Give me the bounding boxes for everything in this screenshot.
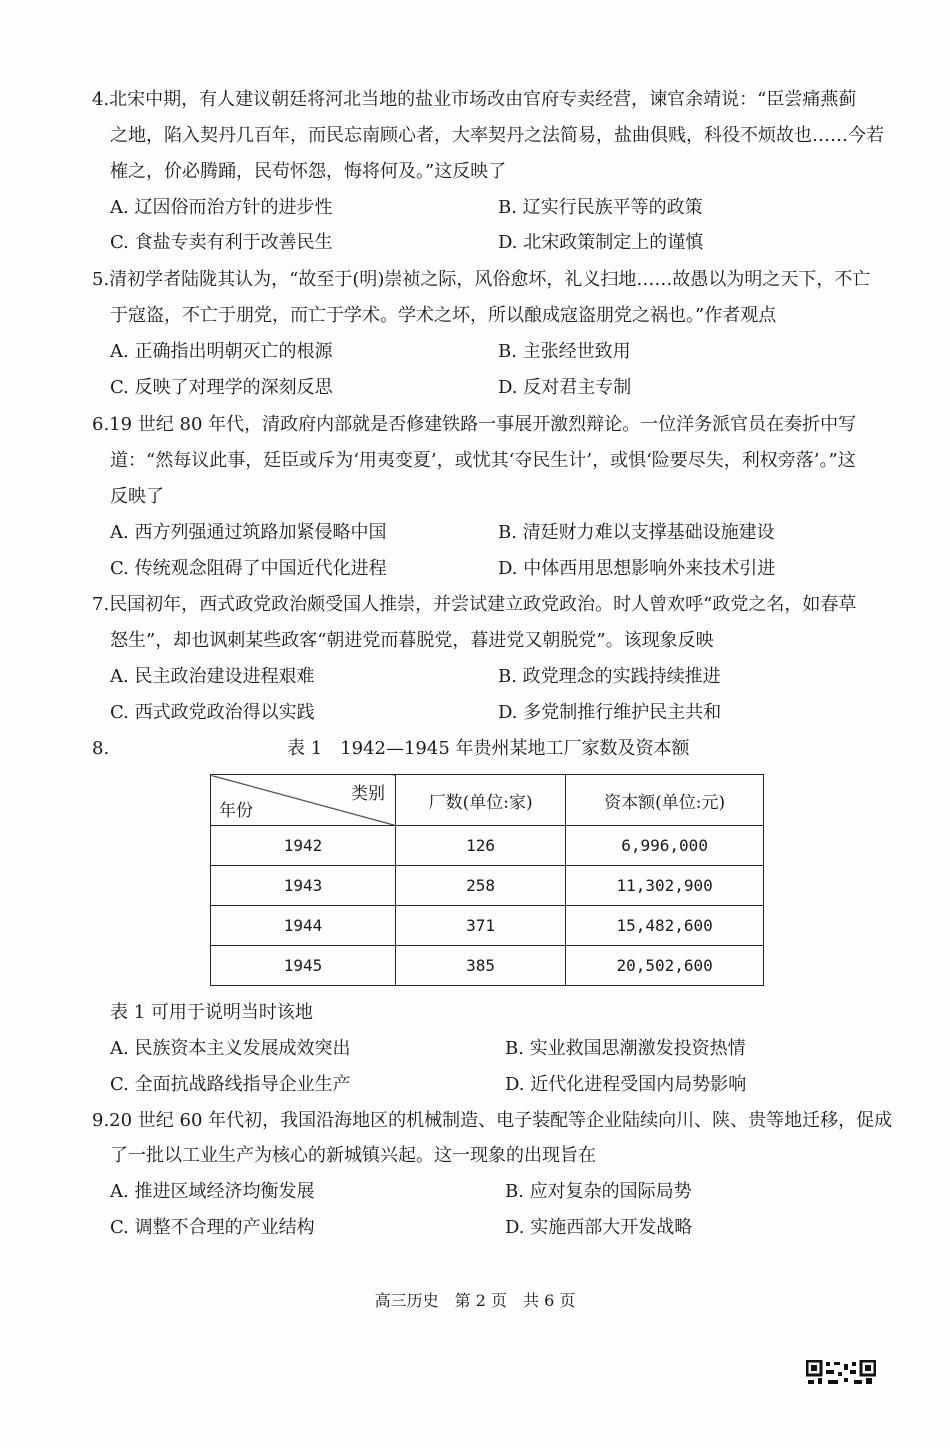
- q6-stem-line-1: 6.19 世纪 80 年代，清政府内部就是否修建铁路一事展开激烈辩论。一位洋务派官员在奏折中写: [92, 414, 857, 435]
- corner-year-label: 年份: [219, 801, 253, 821]
- cell-year: 1942: [211, 826, 396, 866]
- q6-option-a: A. 西方列强通过筑路加紧侵略中国: [110, 522, 387, 543]
- q8-number: 8.: [92, 738, 110, 759]
- q5-option-b: B. 主张经世致用: [498, 341, 631, 362]
- q6-stem-line-3: 反映了: [110, 486, 164, 507]
- cell-factories: 385: [396, 946, 566, 986]
- q6-option-d: D. 中体西用思想影响外来技术引进: [498, 558, 776, 579]
- cell-capital: 15,482,600: [566, 906, 764, 946]
- q9-option-b: B. 应对复杂的国际局势: [505, 1181, 692, 1202]
- q6-stem-line-2: 道：“然每议此事，廷臣或斥为‘用夷变夏’，或忧其‘夺民生计’，或惧‘险要尽失，利权旁落’。”这: [110, 450, 856, 471]
- table-caption: 表 1 1942—1945 年贵州某地工厂家数及资本额: [287, 738, 690, 759]
- cell-factories: 258: [396, 866, 566, 906]
- q8-stem: 表 1 可用于说明当时该地: [110, 1002, 313, 1023]
- q7-option-d: D. 多党制推行维护民主共和: [498, 702, 722, 723]
- header-factories: 厂数(单位:家): [396, 775, 566, 826]
- q7-option-c: C. 西式政党政治得以实践: [110, 702, 315, 723]
- q4-option-b: B. 辽实行民族平等的政策: [498, 197, 703, 218]
- q7-option-a: A. 民主政治建设进程艰难: [110, 666, 315, 687]
- q4-stem-line-1: 4.北宋中期，有人建议朝廷将河北当地的盐业市场改由官府专卖经营，谏官余靖说：“臣尝痛燕蓟: [92, 89, 857, 110]
- qr-code-icon: [806, 1360, 876, 1386]
- q5-option-d: D. 反对君主专制: [498, 377, 632, 398]
- cell-year: 1944: [211, 906, 396, 946]
- corner-category-label: 类别: [351, 784, 385, 804]
- q4-stem-line-3: 榷之，价必腾踊，民苟怀怨，悔将何及。”这反映了: [110, 161, 507, 182]
- cell-capital: 11,302,900: [566, 866, 764, 906]
- q9-option-c: C. 调整不合理的产业结构: [110, 1217, 315, 1238]
- cell-capital: 6,996,000: [566, 826, 764, 866]
- cell-year: 1943: [211, 866, 396, 906]
- q8-option-a: A. 民族资本主义发展成效突出: [110, 1038, 351, 1059]
- table-header-row: [211, 775, 764, 826]
- q7-stem-line-1: 7.民国初年，西式政党政治颇受国人推崇，并尝试建立政党政治。时人曾欢呼“政党之名，如春草: [92, 594, 857, 615]
- cell-year: 1945: [211, 946, 396, 986]
- cell-capital: 20,502,600: [566, 946, 764, 986]
- q5-stem-line-2: 于寇盗，不亡于朋党，而亡于学术。学术之坏，所以酿成寇盗朋党之祸也。”作者观点: [110, 305, 777, 326]
- q7-option-b: B. 政党理念的实践持续推进: [498, 666, 721, 687]
- q9-option-a: A. 推进区域经济均衡发展: [110, 1181, 315, 1202]
- table-row: [211, 906, 764, 946]
- q8-option-b: B. 实业救国思潮激发投资热情: [505, 1038, 746, 1059]
- q9-option-d: D. 实施西部大开发战略: [505, 1217, 693, 1238]
- q4-option-d: D. 北宋政策制定上的谨慎: [498, 232, 704, 253]
- q5-option-a: A. 正确指出明朝灭亡的根源: [110, 341, 333, 362]
- q8-option-c: C. 全面抗战路线指导企业生产: [110, 1074, 351, 1095]
- header-capital: 资本额(单位:元): [566, 775, 764, 826]
- cell-factories: 371: [396, 906, 566, 946]
- table-row: [211, 866, 764, 906]
- page-footer: 高三历史 第 2 页 共 6 页: [374, 1291, 576, 1310]
- q8-option-d: D. 近代化进程受国内局势影响: [505, 1074, 747, 1095]
- table-corner-cell: [211, 775, 396, 826]
- q4-stem-line-2: 之地，陷入契丹几百年，而民忘南顾心者，大率契丹之法简易，盐曲俱贱，科役不烦故也……今若: [110, 125, 884, 146]
- q5-stem-line-1: 5.清初学者陆陇其认为，“故至于(明)崇祯之际，风俗愈坏，礼义扫地……故愚以为明之天下，不亡: [92, 269, 871, 290]
- q7-stem-line-2: 怒生”，却也讽刺某些政客“朝进党而暮脱党，暮进党又朝脱党”。该现象反映: [110, 630, 714, 651]
- q5-option-c: C. 反映了对理学的深刻反思: [110, 377, 333, 398]
- q9-stem-line-1: 9.20 世纪 60 年代初，我国沿海地区的机械制造、电子装配等企业陆续向川、陕、贵等地迁移，促成: [92, 1110, 893, 1131]
- q4-option-a: A. 辽因俗而治方针的进步性: [110, 197, 333, 218]
- q6-option-c: C. 传统观念阻碍了中国近代化进程: [110, 558, 387, 579]
- q6-option-b: B. 清廷财力难以支撑基础设施建设: [498, 522, 775, 543]
- q9-stem-line-2: 了一批以工业生产为核心的新城镇兴起。这一现象的出现旨在: [110, 1145, 596, 1166]
- table-row: [211, 826, 764, 866]
- data-table: [210, 774, 764, 986]
- table-row: [211, 946, 764, 986]
- cell-factories: 126: [396, 826, 566, 866]
- q4-option-c: C. 食盐专卖有利于改善民生: [110, 232, 333, 253]
